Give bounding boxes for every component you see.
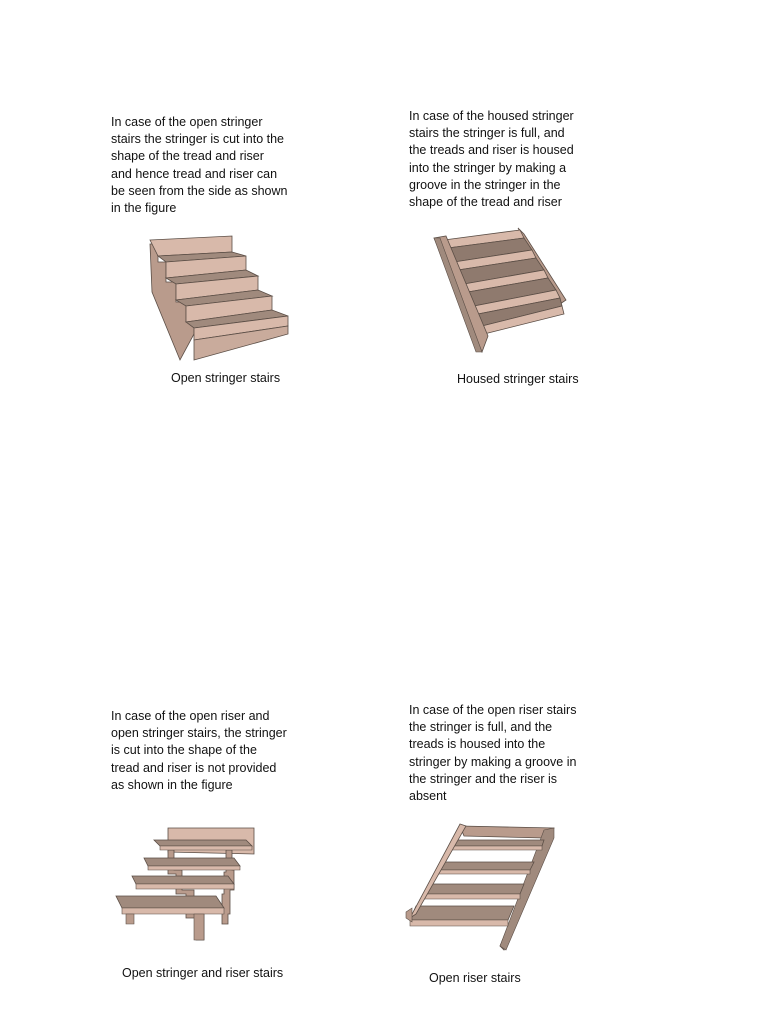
open-stringer-stairs-illustration [146, 234, 296, 364]
housed-stringer-caption: Housed stringer stairs [457, 372, 579, 386]
open-stringer-caption: Open stringer stairs [171, 371, 281, 385]
open-stringer-riser-caption: Open stringer and riser stairs [122, 966, 284, 980]
housed-stringer-description: In case of the housed stringer stairs the stringer is full, and the treads and riser is housed into the stringer by making a groove in the stringer in the shape of the tread and riser [409, 109, 574, 210]
open-stringer-riser-description: In case of the open riser and open stringer stairs, the stringer is cut into the shape of the tread and riser is not provided as shown in the figure [111, 709, 287, 792]
open-stringer-riser-stairs-illustration [112, 824, 258, 946]
open-riser-caption: Open riser stairs [429, 971, 521, 985]
open-riser-description: In case of the open riser stairs the stringer is full, and the treads is housed into the stringer by making a groove in the stringer and the riser is absent [409, 703, 577, 804]
open-riser-stairs-illustration [404, 822, 558, 954]
open-stringer-description: In case of the open stringer stairs the stringer is cut into the shape of the tread and riser and hence tread and riser can be seen from the side as shown in the figure [111, 115, 288, 216]
housed-stringer-stairs-illustration [432, 226, 568, 356]
